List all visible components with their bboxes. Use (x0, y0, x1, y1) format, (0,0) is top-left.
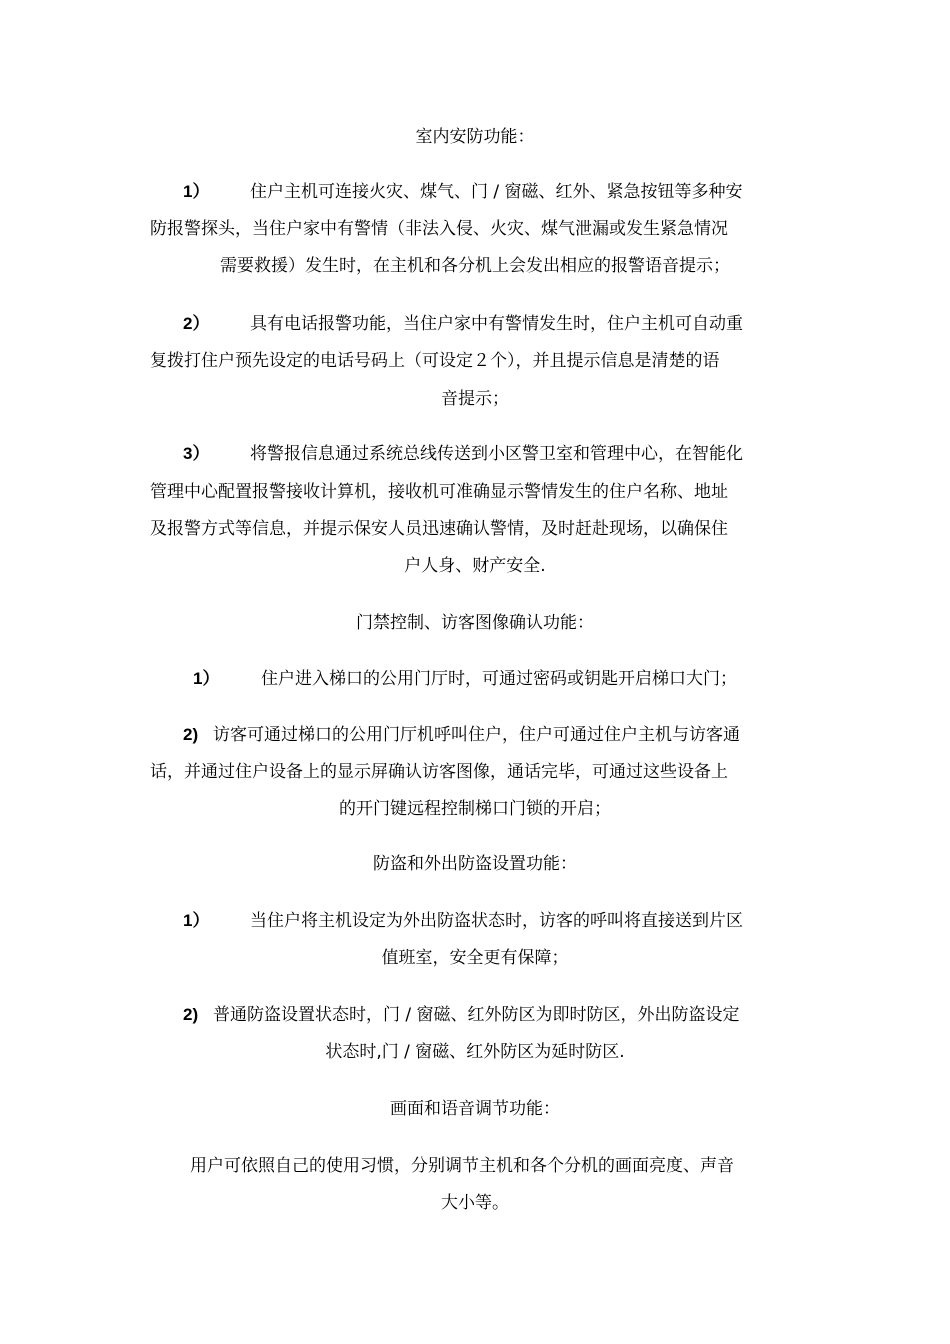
paragraph-line: 防报警探头，当住户家中有警情（非法入侵、火灾、煤气泄漏或发生紧急情况 (150, 219, 728, 239)
line-text: 访客可通过梯口的公用门厅机呼叫住户，住户可通过住户主机与访客通 (213, 725, 740, 745)
paragraph-line (150, 443, 800, 465)
item-number: 1） (183, 182, 210, 201)
line-text: 普通防盗设置状态时，门 / 窗磁、红外防区为即时防区，外出防盗设定 (213, 1005, 740, 1025)
section-heading-picture-audio: 画面和语音调节功能： (390, 1099, 560, 1119)
paragraph-line: 需要救援）发生时，在主机和各分机上会发出相应的报警语音提示； (220, 256, 730, 276)
paragraph-line (150, 724, 800, 746)
paragraph-line: 复拨打住户预先设定的电话号码上（可设定２个），并且提示信息是清楚的语 (150, 351, 720, 371)
item-number: 2） (183, 314, 210, 333)
item-number: 2) (183, 1005, 199, 1024)
paragraph-line: 及报警方式等信息，并提示保安人员迅速确认警情，及时赶赴现场，以确保住 (150, 519, 728, 539)
paragraph-line (150, 910, 800, 932)
paragraph-line: 用户可依照自己的使用习惯，分别调节主机和各个分机的画面亮度、声音 (190, 1156, 734, 1176)
line-text: 将警报信息通过系统总线传送到小区警卫室和管理中心，在智能化 (250, 444, 743, 464)
line-text: 当住户将主机设定为外出防盗状态时，访客的呼叫将直接送到片区 (250, 911, 743, 931)
paragraph-line (150, 1004, 800, 1026)
paragraph-line: 状态时,门 / 窗磁、红外防区为延时防区. (325, 1042, 625, 1062)
paragraph-line: 户人身、财产安全. (404, 556, 546, 576)
paragraph-line (150, 181, 800, 203)
item-number: 2) (183, 725, 199, 744)
paragraph-line: 的开门键远程控制梯口门锁的开启； (339, 799, 611, 819)
paragraph-line: 管理中心配置报警接收计算机，接收机可准确显示警情发生的住户名称、地址 (150, 482, 728, 502)
section-heading-access-control: 门禁控制、访客图像确认功能： (356, 613, 594, 633)
paragraph-line: 大小等。 (441, 1193, 509, 1213)
paragraph-line: 话，并通过住户设备上的显示屏确认访客图像，通话完毕，可通过这些设备上 (150, 762, 728, 782)
line-text: 住户主机可连接火灾、煤气、门 / 窗磁、红外、紧急按钮等多种安 (250, 182, 743, 202)
paragraph-line: 值班室，安全更有保障； (381, 948, 569, 968)
line-text: 住户进入梯口的公用门厅时，可通过密码或钥匙开启梯口大门； (261, 669, 737, 689)
section-heading-indoor-security: 室内安防功能： (415, 127, 535, 147)
paragraph-line (150, 313, 800, 335)
item-number: 3） (183, 444, 210, 463)
item-number: 1） (193, 669, 220, 688)
section-heading-anti-theft: 防盗和外出防盗设置功能： (373, 854, 577, 874)
paragraph-line (150, 668, 800, 690)
paragraph-line: 音提示； (441, 389, 509, 409)
item-number: 1） (183, 911, 210, 930)
line-text: 具有电话报警功能，当住户家中有警情发生时，住户主机可自动重 (250, 314, 743, 334)
